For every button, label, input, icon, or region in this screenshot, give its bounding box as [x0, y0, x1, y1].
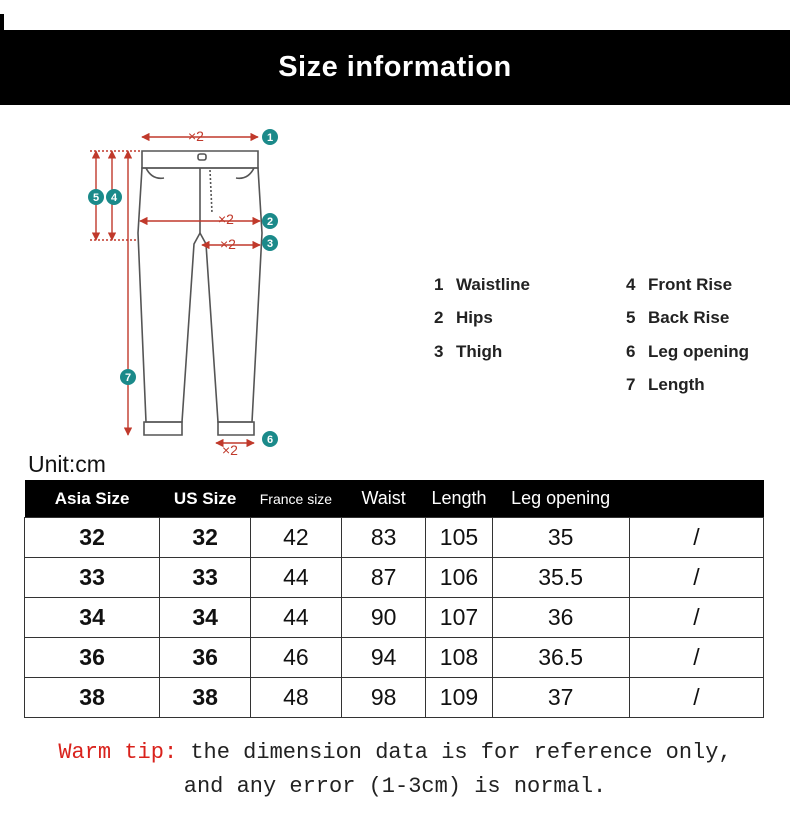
svg-text:3: 3 — [266, 238, 274, 250]
legend-item-front-rise: 4 Front Rise — [626, 274, 733, 294]
marker-3 — [262, 235, 278, 251]
cell-leg-opening: 36 — [492, 598, 629, 638]
pants-diagram — [80, 118, 320, 463]
legend-column-left — [434, 268, 530, 369]
svg-text:1: 1 — [266, 132, 274, 144]
cell-france-size: 46 — [251, 638, 342, 678]
cell-us-size: 36 — [160, 638, 251, 678]
unit-label: Unit:cm — [28, 451, 106, 477]
cell-extra: / — [629, 598, 763, 638]
column-header-length: Length — [426, 480, 492, 518]
cell-length: 109 — [426, 678, 492, 718]
size-table — [24, 480, 764, 718]
column-header-waist: Waist — [341, 480, 426, 518]
column-header-us-size: US Size — [160, 480, 251, 518]
marker-1 — [262, 129, 278, 145]
pants-outline — [138, 151, 262, 435]
cell-asia-size: 33 — [25, 558, 160, 598]
svg-text:6: 6 — [266, 434, 274, 446]
warm-tip-line-2: and any error (1-3cm) is normal. — [183, 774, 607, 799]
cell-asia-size: 32 — [25, 518, 160, 558]
marker-6 — [262, 431, 278, 447]
cell-waist: 98 — [341, 678, 426, 718]
cell-leg-opening: 36.5 — [492, 638, 629, 678]
cell-leg-opening: 37 — [492, 678, 629, 718]
corner-mark — [0, 14, 4, 30]
cell-waist: 87 — [341, 558, 426, 598]
cell-length: 108 — [426, 638, 492, 678]
measurement-legend — [434, 268, 774, 408]
legend-item-leg-opening: 6 Leg opening — [626, 341, 750, 361]
svg-text:2: 2 — [266, 216, 274, 228]
table-header-row — [25, 480, 764, 518]
column-header-leg-opening: Leg opening — [492, 480, 629, 518]
cell-france-size: 44 — [251, 558, 342, 598]
cell-leg-opening: 35.5 — [492, 558, 629, 598]
cell-us-size: 38 — [160, 678, 251, 718]
column-header-asia-size: Asia Size — [25, 480, 160, 518]
multiplier-label: ×2 — [218, 211, 234, 227]
cell-length: 107 — [426, 598, 492, 638]
warm-tip-line-1 — [0, 736, 790, 770]
multiplier-label: ×2 — [222, 442, 238, 458]
table-row — [25, 518, 764, 558]
warm-tip-text-1: the dimension data is for reference only, — [190, 740, 732, 765]
marker-4 — [106, 189, 122, 205]
multiplier-label: ×2 — [188, 128, 204, 144]
marker-5 — [88, 189, 104, 205]
cell-us-size: 34 — [160, 598, 251, 638]
legend-item-hips: 2 Hips — [434, 308, 493, 328]
column-header-france-size: France size — [251, 480, 342, 518]
marker-7 — [120, 369, 136, 385]
cell-us-size: 32 — [160, 518, 251, 558]
cell-waist: 83 — [341, 518, 426, 558]
table-row — [25, 638, 764, 678]
svg-text:7: 7 — [124, 372, 132, 384]
cell-extra: / — [629, 518, 763, 558]
cell-leg-opening: 35 — [492, 518, 629, 558]
banner-title: Size information — [278, 51, 512, 83]
cell-france-size: 44 — [251, 598, 342, 638]
cell-length: 106 — [426, 558, 492, 598]
cell-waist: 90 — [341, 598, 426, 638]
svg-text:5: 5 — [92, 192, 100, 204]
measure-lines — [90, 137, 260, 443]
legend-item-waistline: 1 Waistline — [434, 274, 530, 294]
legend-item-back-rise: 5 Back Rise — [626, 308, 730, 328]
table-row — [25, 598, 764, 638]
warm-tip-label: Warm tip: — [58, 740, 178, 765]
svg-text:4: 4 — [110, 192, 118, 204]
table-row — [25, 678, 764, 718]
title-banner — [0, 30, 790, 105]
cell-length: 105 — [426, 518, 492, 558]
cell-asia-size: 36 — [25, 638, 160, 678]
cell-asia-size: 34 — [25, 598, 160, 638]
legend-column-right — [626, 268, 749, 402]
warm-tip — [0, 736, 790, 804]
table-row — [25, 558, 764, 598]
cell-waist: 94 — [341, 638, 426, 678]
cell-extra: / — [629, 678, 763, 718]
cell-extra: / — [629, 558, 763, 598]
cell-france-size: 48 — [251, 678, 342, 718]
legend-item-length: 7 Length — [626, 375, 705, 395]
cell-asia-size: 38 — [25, 678, 160, 718]
cell-france-size: 42 — [251, 518, 342, 558]
cell-extra: / — [629, 638, 763, 678]
multiplier-label: ×2 — [220, 236, 236, 252]
legend-item-thigh: 3 Thigh — [434, 341, 503, 361]
marker-2 — [262, 213, 278, 229]
column-header-empty — [629, 480, 763, 518]
cell-us-size: 33 — [160, 558, 251, 598]
